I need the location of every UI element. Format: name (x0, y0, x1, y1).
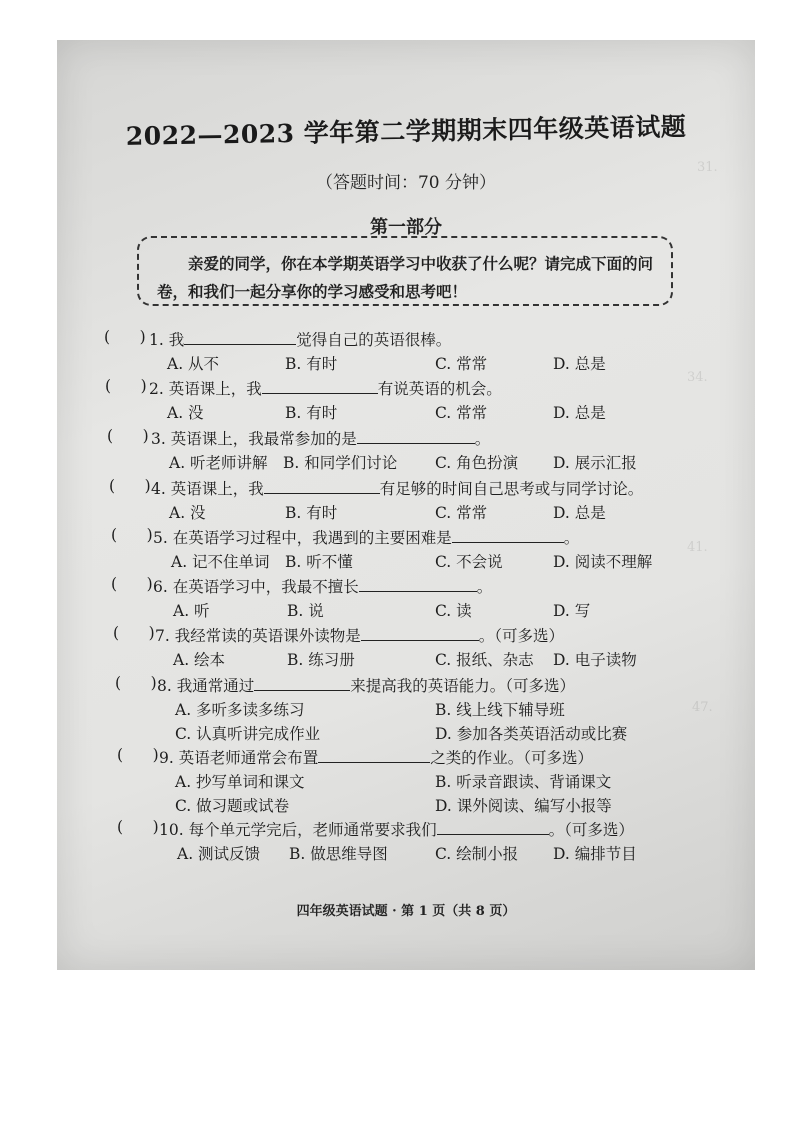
question-stem: 2. 英语课上，我 有说英语的机会。 (149, 380, 502, 398)
answer-bracket[interactable]: ( ) (117, 818, 159, 836)
option-b: B. 听不懂 (285, 553, 353, 571)
fill-blank[interactable] (262, 379, 378, 394)
fill-blank[interactable] (318, 748, 430, 763)
page-footer: 四年级英语试题 · 第 1 页（共 8 页） (296, 904, 516, 919)
answer-bracket[interactable]: ( ) (111, 526, 153, 544)
fill-blank[interactable] (184, 330, 296, 345)
option-a: A. 抄写单词和课文 (175, 773, 305, 791)
question-stem: 5. 在英语学习过程中，我遇到的主要困难是 。 (153, 529, 580, 547)
answer-bracket[interactable]: ( ) (107, 427, 149, 445)
option-b: B. 练习册 (287, 651, 355, 669)
option-b: B. 线上线下辅导班 (435, 701, 565, 719)
option-a: A. 多听多读多练习 (175, 701, 305, 719)
question-stem: 3. 英语课上，我最常参加的是 。 (151, 430, 491, 448)
option-d: D. 参加各类英语活动或比赛 (435, 725, 628, 743)
show-through-text: 41. (687, 540, 708, 555)
show-through-text: 47. (692, 700, 713, 715)
option-d: D. 电子读物 (553, 651, 637, 669)
option-c: C. 做习题或试卷 (175, 797, 290, 815)
answer-bracket[interactable]: ( ) (117, 746, 159, 764)
option-b: B. 有时 (285, 355, 338, 373)
answer-bracket[interactable]: ( ) (105, 377, 147, 395)
option-c: C. 读 (435, 602, 472, 620)
fill-blank[interactable] (254, 676, 350, 691)
answer-bracket[interactable]: ( ) (115, 674, 157, 692)
question-stem: 1. 我 觉得自己的英语很棒。 (149, 331, 452, 349)
show-through-text: 31. (697, 160, 718, 175)
fill-blank[interactable] (361, 626, 479, 641)
option-d: D. 编排节目 (553, 845, 637, 863)
fill-blank[interactable] (452, 528, 564, 543)
option-c: C. 角色扮演 (435, 454, 519, 472)
question-stem: 6. 在英语学习中，我最不擅长 。 (153, 578, 493, 596)
answer-bracket[interactable]: ( ) (113, 624, 155, 642)
intro-box (137, 236, 673, 306)
option-c: C. 不会说 (435, 553, 503, 571)
question-stem: 4. 英语课上，我 有足够的时间自己思考或与同学讨论。 (151, 480, 644, 498)
option-a: A. 听老师讲解 (169, 454, 268, 472)
answer-bracket[interactable]: ( ) (104, 328, 146, 346)
fill-blank[interactable] (359, 577, 477, 592)
option-a: A. 没 (167, 404, 204, 422)
option-d: D. 写 (553, 602, 591, 620)
option-d: D. 阅读不理解 (553, 553, 653, 571)
option-c: C. 认真听讲完成作业 (175, 725, 321, 743)
option-a: A. 记不住单词 (171, 553, 270, 571)
fill-blank[interactable] (357, 429, 475, 444)
fill-blank[interactable] (437, 820, 549, 835)
question-stem: 9. 英语老师通常会布置 之类的作业。（可多选） (159, 749, 594, 767)
answer-bracket[interactable]: ( ) (111, 575, 153, 593)
option-d: D. 总是 (553, 404, 606, 422)
option-d: D. 总是 (553, 504, 606, 522)
option-d: D. 展示汇报 (553, 454, 637, 472)
option-c: C. 常常 (435, 404, 488, 422)
option-b: B. 说 (287, 602, 324, 620)
exam-time: （答题时间：70 分钟） (315, 173, 497, 193)
fill-blank[interactable] (264, 479, 380, 494)
option-b: B. 有时 (285, 404, 338, 422)
option-b: B. 做思维导图 (289, 845, 388, 863)
option-b: B. 和同学们讨论 (283, 454, 398, 472)
exam-paper (57, 40, 755, 970)
option-a: A. 听 (173, 602, 210, 620)
option-a: A. 没 (169, 504, 206, 522)
option-c: C. 报纸、杂志 (435, 651, 534, 669)
option-c: C. 绘制小报 (435, 845, 519, 863)
option-d: D. 课外阅读、编写小报等 (435, 797, 612, 815)
option-c: C. 常常 (435, 504, 488, 522)
option-b: B. 听录音跟读、背诵课文 (435, 773, 612, 791)
option-a: A. 从不 (167, 355, 220, 373)
option-b: B. 有时 (285, 504, 338, 522)
part-heading: 第一部分 (370, 217, 442, 238)
question-stem: 7. 我经常读的英语课外读物是 。（可多选） (155, 627, 565, 645)
question-stem: 8. 我通常通过 来提高我的英语能力。（可多选） (157, 677, 576, 695)
option-a: A. 绘本 (173, 651, 226, 669)
intro-text: 亲爱的同学，你在本学期英语学习中收获了什么呢？请完成下面的问卷，和我们一起分享你的学习感受和思考吧！ (157, 254, 654, 301)
option-c: C. 常常 (435, 355, 488, 373)
exam-title: 2022—2023 学年第二学期期末四年级英语试题 (125, 112, 687, 151)
option-a: A. 测试反馈 (177, 845, 261, 863)
answer-bracket[interactable]: ( ) (109, 477, 151, 495)
option-d: D. 总是 (553, 355, 606, 373)
question-stem: 10. 每个单元学完后，老师通常要求我们 。（可多选） (159, 821, 634, 839)
show-through-text: 34. (687, 370, 708, 385)
